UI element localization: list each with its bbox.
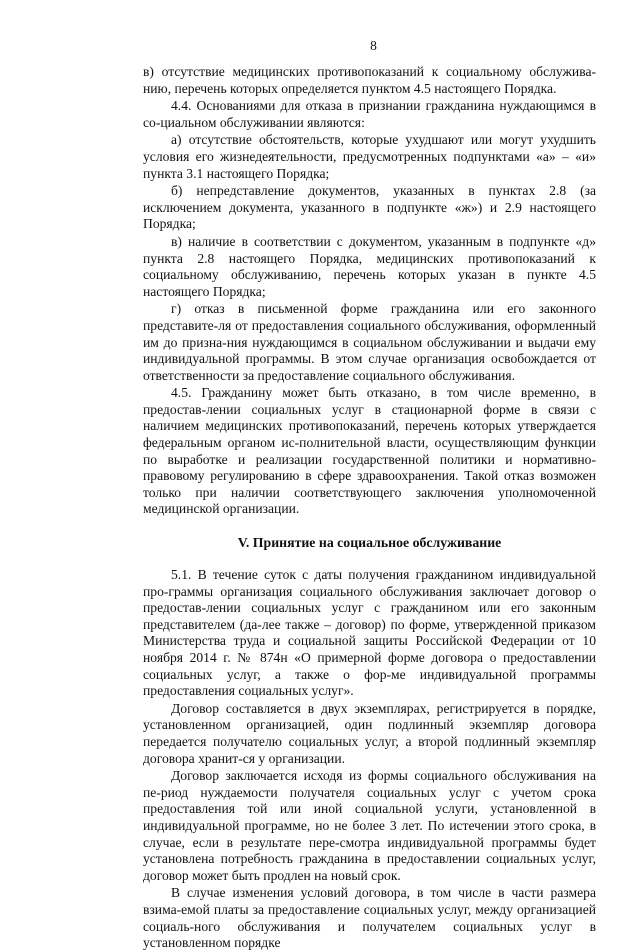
paragraph: г) отказ в письменной форме гражданина или его законного представите-ля от предоставления социального обслуживания, оформленный им до призна-ния нуждающимся в социальном обслуживании и выдачи ему индивидуальной программы. В этом случае организация освобождается от ответственности за предоставление социального обслуживания. bbox=[143, 301, 596, 383]
section-4-text bbox=[143, 64, 596, 518]
paragraph: в) отсутствие медицинских противопоказаний к социальному обслужива-нию, перечень которых определяется пунктом 4.5 настоящего Порядка. bbox=[143, 64, 596, 96]
paragraph: Договор составляется в двух экземплярах, регистрируется в порядке, установленном организацией, один подлинный экземпляр договора передается получателю социальных услуг, а второй подлинный экземпляр договора хранит-ся у организации. bbox=[143, 700, 596, 766]
paragraph: а) отсутствие обстоятельств, которые ухудшают или могут ухудшить условия его жизнедеятельности, предусмотренных подпунктами «а» – «и» пункта 3.1 настоящего Порядка; bbox=[143, 132, 596, 181]
paragraph: в) наличие в соответствии с документом, указанным в подпункте «д» пункта 2.8 настоящего Порядка, медицинских противопоказаний к социальному обслуживанию, перечень которых указан в пункте 4.5 настоящего Порядка; bbox=[143, 233, 596, 299]
section-title: V. Принятие на социальное обслуживание bbox=[237, 535, 502, 551]
paragraph: 4.5. Гражданину может быть отказано, в том числе временно, в предостав-лении социальных услуг в стационарной форме в связи с наличием медицинских противопоказаний, перечень которых утверждается федеральным органом ис-полнительной власти, осуществляющим функции по выработке и реализации государственной политики и нормативно-правовому регулированию в сфере здравоохранения. Такой отказ возможен только при наличии соответствующего заключения уполномоченной медицинской организации. bbox=[143, 385, 596, 517]
paragraph: Договор заключается исходя из формы социального обслуживания на пе-риод нуждаемости получателя социальных услуг с учетом срока предоставления той или иной социальной услуги, установленной в индивидуальной программе, но не более 3 лет. По истечении этого срока, в случае, если в результате пере-смотра индивидуальной программы будет установлена потребность гражданина в предоставлении социальных услуг, договор может быть продлен на новый срок. bbox=[143, 768, 596, 883]
paragraph: 5.1. В течение суток с даты получения гражданином индивидуальной про-граммы организация социального обслуживания заключает договор о предостав-лении социальных услуг с гражданином или его законным представителем (да-лее также – договор) по форме, утвержденной приказом Министерства труда и социальной защиты Российской Федерации от 10 ноября 2014 г. № 874н «О примерной форме договора о предоставлении социальных услуг, а также о фор-ме индивидуальной программы предоставления социальных услуг». bbox=[143, 567, 596, 699]
paragraph: В случае изменения условий договора, в том числе в части размера взима-емой платы за предоставление социальных услуг, между организацией социаль-ного обслуживания и получателем социальных услуг в установленном порядке bbox=[143, 885, 596, 951]
section-5-text bbox=[143, 567, 596, 952]
page-number: 8 bbox=[370, 38, 377, 53]
paragraph: 4.4. Основаниями для отказа в признании гражданина нуждающимся в со-циальном обслуживании являются: bbox=[143, 98, 596, 130]
paragraph: б) непредставление документов, указанных в пунктах 2.8 (за исключением документа, указанного в подпункте «ж») и 2.9 настоящего Порядка; bbox=[143, 183, 596, 232]
